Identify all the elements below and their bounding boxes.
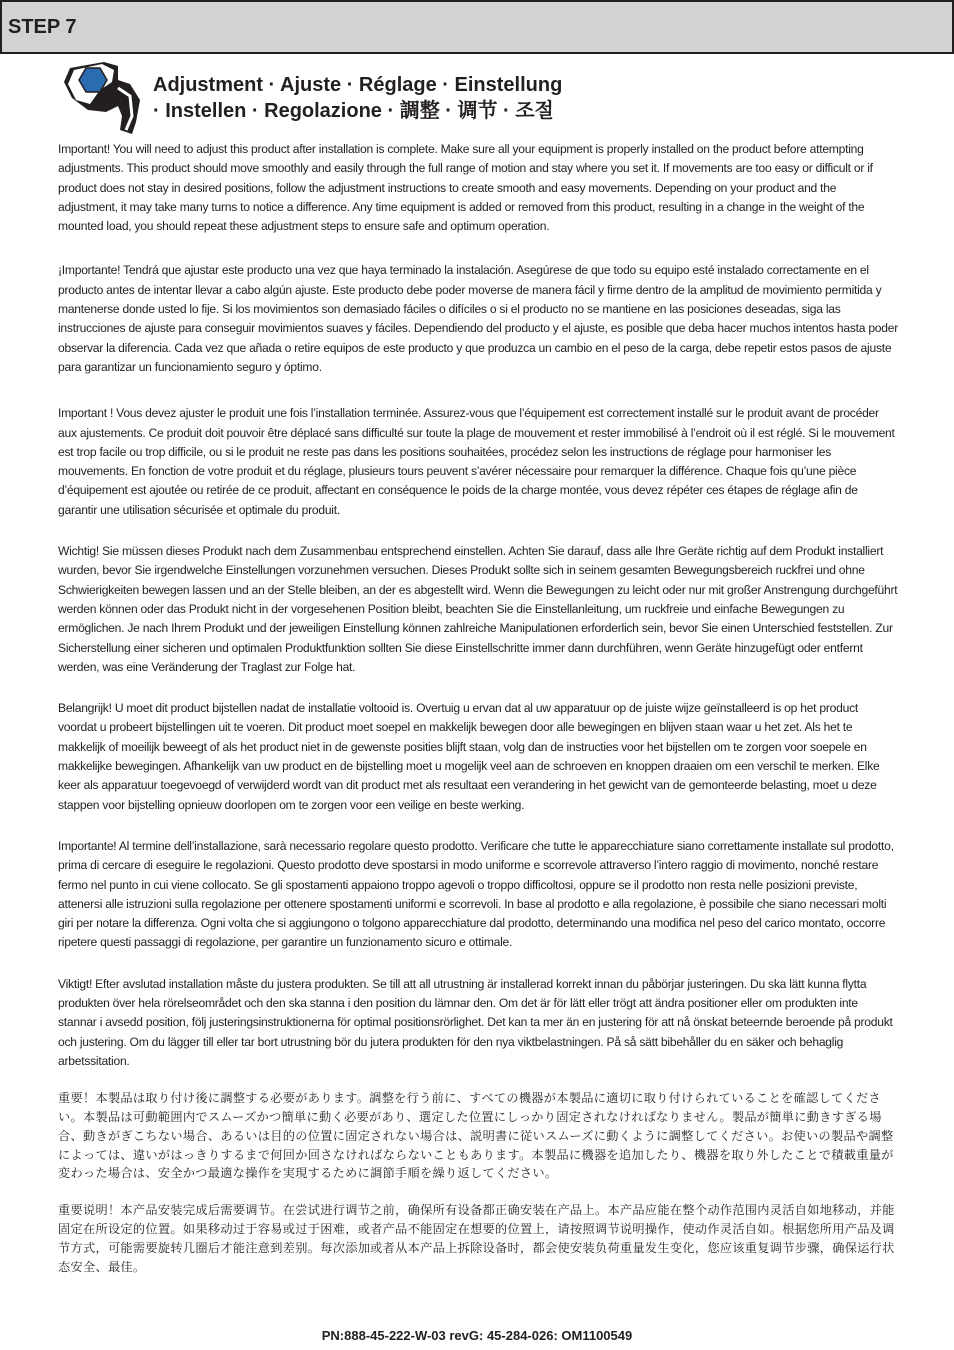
step-label: STEP 7	[8, 16, 77, 38]
paragraph-english: Important! You will need to adjust this product after installation is complete. Make sure all your equipment is properly installed on the product before attempting adjustments. This product should move smoothly and easily through the full range of motion and stay where you set it. If movements are too easy or difficult or if product does not stay in desired positions, follow the adjustment instructions to create smooth and easy movements. Depending on your product and the adjustment, it may take many turns to notice a difference. Any time equipment is added or removed from this product, resulting in a change in the weight of the mounted load, you should repeat these adjustment steps to ensure safe and optimum operation.	[58, 142, 873, 234]
paragraph-dutch: Belangrijk! U moet dit product bijstellen nadat de installatie voltooid is. Overtuig u ervan dat al uw apparatuur op de juiste wijze geïnstalleerd is op het product voordat u probeert bijstellingen uit te voeren. Dit product moet soepel en makkelijk bewegen door alle bewegingen en blijven staan waar u het zet. Als het te makkelijk of moeilijk beweegt of als het product niet in de gewenste posities blijft staan, volg dan de instructies voor het bijstellen om te zorgen voor soepele en makkelijke bewegingen. Afhankelijk van uw product en de bijstelling moet u mogelijk veel aan de schroeven en knoppen draaien om een verschil te merken. Elke keer als apparatuur toegevoegd of verwijderd wordt van dit product met als resultaat een verandering in het gewicht van de gemonteerde belasting, moet u deze stappen voor bijstelling opnieuw doorlopen om te zorgen voor een veilige en beste werking.	[58, 701, 880, 812]
part-number-footer: PN:888-45-222-W-03 revG: 45-284-026: OM1100549	[321, 1328, 633, 1343]
section-heading	[153, 72, 562, 124]
step-header-bar	[0, 0, 954, 54]
paragraph-spanish: ¡Importante! Tendrá que ajustar este producto una vez que haya terminado la instalación. Asegúrese de que todo su equipo esté instalado correctamente en el producto antes de intentar llevar a cabo algún ajuste. Este producto debe poder moverse de manera fácil y firme dentro de la amplitud de movimiento permitida y mantenerse donde usted lo fije. Si los movimientos son demasiado fáciles o difíciles o si el producto no se mantiene en las posiciones deseadas, siga las instrucciones de ajuste para conseguir movimientos suaves y fáciles. Dependiendo del producto y el ajuste, es posible que deba hacer muchos intentos hasta poder observar la diferencia. Cada vez que añada o retire equipos de este producto y que produzca un cambio en el peso de la carga, debe repetir estos pasos de ajuste para garantizar un funcionamiento seguro y óptimo.	[58, 263, 899, 374]
heading-line-2: · Instellen · Regolazione · 調整 · 调节 · 조절	[153, 100, 554, 122]
paragraph-japanese: 重要！本製品は取り付け後に調整する必要があります。調整を行う前に、すべての機器が本製品に適切に取り付けられていることを確認してください。本製品は可動範囲内でスムーズかつ簡単に動く必要があり、選定した位置にしっかり固定されなければなりません。製品が簡単に動きすぎる場合、動きがぎこちない場合、あるいは目的の位置に固定されない場合は、説明書に従いスムーズに動くように調整してください。お使いの製品や調整によっては、違いがはっきりするまで何回か回さなければならないこともあります。本製品に機器を追加したり、機器を取り外したことで積載重量が変わった場合は、安全かつ最適な操作を実現するために調節手順を繰り返してください。	[58, 1091, 894, 1181]
adjustment-hex-nut-icon	[60, 60, 142, 136]
paragraph-swedish: Viktigt! Efter avslutad installation måste du justera produkten. Se till att all utrustning är installerad korrekt innan du påbörjar justeringen. Du ska lätt kunna flytta produkten över hela rörelseområdet och den ska stanna i den position du lämnar den. Om det är för lätt eller trögt att ändra positioner eller om produkten inte stannar i avsedd position, följ justeringsinstruktionerna för optimal positionsrörlighet. Det kan ta mer än en justering för att nå önskat beteernde beroende på produkt och justering. Om du lägger till eller tar bort utrustning bör du jutera produkten för den nya viktbelastningen. På så sätt bibehåller du en säker och behaglig arbetssitation.	[58, 976, 893, 1068]
paragraph-french: Important ! Vous devez ajuster le produit une fois l’installation terminée. Assurez-vous que l’équipement est correctement installé sur le produit avant de procéder aux ajustements. Ce produit doit pouvoir être déplacé sans difficulté sur toute la plage de mouvement et rester immobilisé à l’endroit où il est réglé. Si le mouvement est trop facile ou trop difficile, ou si le produit ne reste pas dans les positions souhaitées, procédez selon les instructions de réglage pour harmoniser les mouvements. En fonction de votre produit et du réglage, plusieurs tours peuvent s’avérer nécessaire pour remarquer la différence. Chaque fois qu’une pièce d’équipement est ajoutée ou retirée de ce produit, affectant en conséquence le poids de la charge montée, vous devez répéter ces étapes de réglage afin de garantir une utilisation sécurisée et optimale du produit.	[58, 406, 895, 517]
paragraph-chinese: 重要说明！本产品安装完成后需要调节。在尝试进行调节之前，确保所有设备都正确安装在产品上。本产品应能在整个动作范围内灵活自如地移动，并能固定在所设定的位置。如果移动过于容易或过于困难，或者产品不能固定在想要的位置上，请按照调节说明操作，使动作灵活自如。根据您所用产品及调节方式，可能需要旋转几圈后才能注意到差别。每次添加或者从本产品上拆除设备时，都会使安装负荷重量发生变化，您应该重复调节步骤，确保运行状态安全、最佳。	[58, 1203, 895, 1274]
instructions-body	[58, 140, 898, 1276]
paragraph-german: Wichtig! Sie müssen dieses Produkt nach dem Zusammenbau entsprechend einstellen. Achten Sie darauf, dass alle Ihre Geräte richtig auf dem Produkt installiert wurden, bevor Sie irgendwelche Einstellungen vorzunehmen versuchen. Dieses Produkt sollte sich in seinem gesamten Bewegungsbereich ruckfrei und ohne Schwierigkeiten bewegen lassen und an der Stelle bleiben, an der es abgestellt wird. Wenn die Bewegungen zu leicht oder nur mit großer Anstrengung durchgeführt werden können oder das Produkt nicht in der vorgesehenen Position bleibt, beachten Sie die Einstellanleitung, um ruckfreie und einfache Bewegungen zu ermöglichen. Je nach Ihrem Produkt und der jeweiligen Einstellung können zahlreiche Manipulationen erforderlich sein, bevor Sie einen Unterschied feststellen. Zur Sicherstellung einer sicheren und optimalen Produktfunktion sollten Sie diese Einstellschritte immer dann durchführen, wenn Geräte hinzugefügt oder entfernt werden, was eine Veränderung der Traglast zur Folge hat.	[58, 544, 898, 674]
paragraph-italian: Importante! Al termine dell’installazione, sarà necessario regolare questo prodotto. Verificare che tutte le apparecchiature siano correttamente installate sul prodotto, prima di cercare di eseguire le regolazioni. Questo prodotto deve spostarsi in modo uniforme e scorrevole attraverso l’intero raggio di movimento, nonché restare fermo nel punto in cui viene collocato. Se gli spostamenti appaiono troppo agevoli o troppo difficoltosi, oppure se il prodotto non resta nelle posizioni previste, attenersi alle istruzioni sulla regolazione per ottenere spostamenti uniformi e scorrevoli. In base al prodotto e alla regolazione, è possibile che siano necessari molti giri per notare la differenza. Ogni volta che si aggiungono o tolgono apparecchiature dal prodotto, determinando una modifica nel peso del carico montato, occorre ripetere questi passaggi di regolazione, per garantire un funzionamento sicuro e ottimale.	[58, 838, 894, 950]
heading-line-1: Adjustment · Ajuste · Réglage · Einstellung	[153, 74, 563, 96]
